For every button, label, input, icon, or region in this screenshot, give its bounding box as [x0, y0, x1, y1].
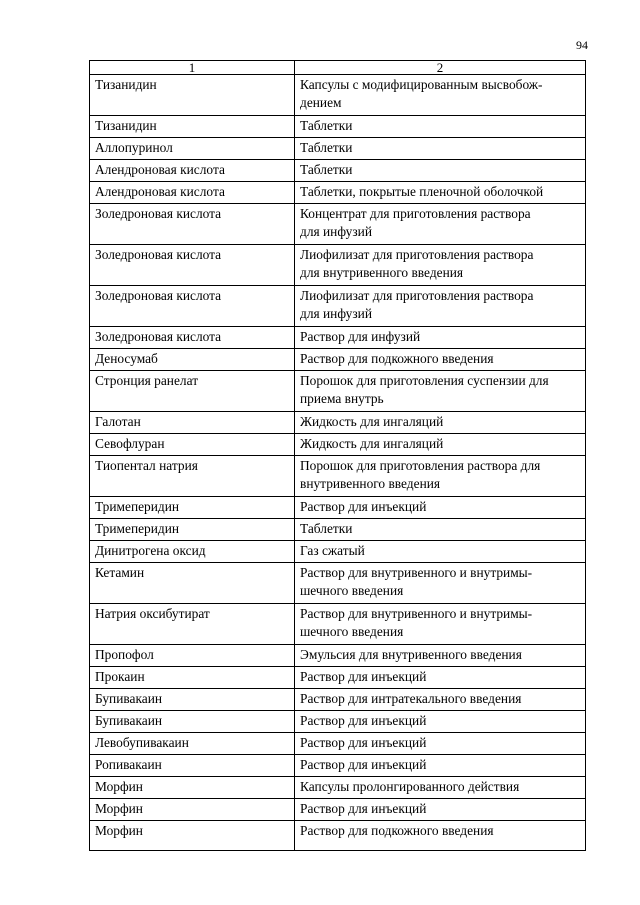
column-header: 1 [90, 61, 295, 75]
dosage-form-cell: Раствор для инъекций [295, 711, 586, 733]
table-row [90, 821, 586, 851]
drug-name-cell: Бупивакаин [90, 689, 295, 711]
drug-name-cell: Тримеперидин [90, 497, 295, 519]
table-row [90, 75, 586, 116]
drug-name-cell: Динитрогена оксид [90, 541, 295, 563]
drug-name-cell: Золедроновая кислота [90, 245, 295, 286]
drug-name-cell: Левобупивакаин [90, 733, 295, 755]
dosage-form-cell: Таблетки [295, 519, 586, 541]
dosage-form-cell: Раствор для инъекций [295, 667, 586, 689]
dosage-form-cell: Таблетки [295, 160, 586, 182]
drug-name-cell: Натрия оксибутират [90, 604, 295, 645]
table-row [90, 138, 586, 160]
dosage-form-cell: Капсулы с модифицированным высвобож- дением [295, 75, 586, 116]
drug-name-cell: Тизанидин [90, 116, 295, 138]
drug-name-cell: Тиопентал натрия [90, 456, 295, 497]
dosage-form-cell: Капсулы пролонгированного действия [295, 777, 586, 799]
table-row [90, 116, 586, 138]
table-row [90, 182, 586, 204]
dosage-form-cell: Раствор для инъекций [295, 755, 586, 777]
drug-name-cell: Алендроновая кислота [90, 160, 295, 182]
table-row [90, 497, 586, 519]
drug-name-cell: Деносумаб [90, 349, 295, 371]
dosage-form-cell: Лиофилизат для приготовления раствора для внутривенного введения [295, 245, 586, 286]
table-row [90, 799, 586, 821]
table-row [90, 456, 586, 497]
dosage-form-cell: Таблетки, покрытые пленочной оболочкой [295, 182, 586, 204]
dosage-form-cell: Раствор для инъекций [295, 799, 586, 821]
table-row [90, 604, 586, 645]
dosage-form-cell: Раствор для инъекций [295, 497, 586, 519]
drug-name-cell: Севофлуран [90, 434, 295, 456]
dosage-form-cell: Раствор для инфузий [295, 327, 586, 349]
dosage-form-cell: Раствор для внутривенного и внутримы- шечного введения [295, 563, 586, 604]
dosage-form-cell: Порошок для приготовления раствора для внутривенного введения [295, 456, 586, 497]
page-number: 94 [576, 38, 588, 52]
table-row [90, 541, 586, 563]
dosage-form-cell: Раствор для подкожного введения [295, 821, 586, 851]
dosage-form-cell: Эмульсия для внутривенного введения [295, 645, 586, 667]
table-body [90, 75, 586, 851]
drug-name-cell: Тизанидин [90, 75, 295, 116]
drug-name-cell: Морфин [90, 777, 295, 799]
drug-name-cell: Пропофол [90, 645, 295, 667]
table-row [90, 733, 586, 755]
drug-name-cell: Тримеперидин [90, 519, 295, 541]
table-row [90, 349, 586, 371]
drug-table [89, 60, 586, 851]
table-row [90, 204, 586, 245]
dosage-form-cell: Раствор для подкожного введения [295, 349, 586, 371]
drug-name-cell: Морфин [90, 799, 295, 821]
drug-name-cell: Золедроновая кислота [90, 204, 295, 245]
drug-name-cell: Кетамин [90, 563, 295, 604]
dosage-form-cell: Таблетки [295, 138, 586, 160]
dosage-form-cell: Раствор для интратекального введения [295, 689, 586, 711]
column-header: 2 [295, 61, 586, 75]
drug-name-cell: Золедроновая кислота [90, 286, 295, 327]
table-row [90, 327, 586, 349]
drug-name-cell: Морфин [90, 821, 295, 851]
dosage-form-cell: Таблетки [295, 116, 586, 138]
dosage-form-cell: Жидкость для ингаляций [295, 434, 586, 456]
dosage-form-cell: Жидкость для ингаляций [295, 412, 586, 434]
dosage-form-cell: Порошок для приготовления суспензии для приема внутрь [295, 371, 586, 412]
drug-name-cell: Алендроновая кислота [90, 182, 295, 204]
dosage-form-cell: Лиофилизат для приготовления раствора для инфузий [295, 286, 586, 327]
dosage-form-cell: Раствор для инъекций [295, 733, 586, 755]
table-row [90, 645, 586, 667]
table-row [90, 286, 586, 327]
table-row [90, 412, 586, 434]
drug-name-cell: Бупивакаин [90, 711, 295, 733]
dosage-form-cell: Раствор для внутривенного и внутримы- шечного введения [295, 604, 586, 645]
dosage-form-cell: Концентрат для приготовления раствора для инфузий [295, 204, 586, 245]
table-row [90, 755, 586, 777]
table-row [90, 245, 586, 286]
dosage-form-cell: Газ сжатый [295, 541, 586, 563]
table-row [90, 689, 586, 711]
drug-name-cell: Ропивакаин [90, 755, 295, 777]
table-row [90, 519, 586, 541]
table-row [90, 777, 586, 799]
drug-name-cell: Аллопуринол [90, 138, 295, 160]
table-row [90, 711, 586, 733]
table-row [90, 667, 586, 689]
drug-name-cell: Стронция ранелат [90, 371, 295, 412]
drug-name-cell: Прокаин [90, 667, 295, 689]
drug-name-cell: Золедроновая кислота [90, 327, 295, 349]
table-row [90, 371, 586, 412]
table-row [90, 160, 586, 182]
table-row [90, 434, 586, 456]
table-row [90, 563, 586, 604]
drug-name-cell: Галотан [90, 412, 295, 434]
table-header-row [90, 61, 586, 75]
